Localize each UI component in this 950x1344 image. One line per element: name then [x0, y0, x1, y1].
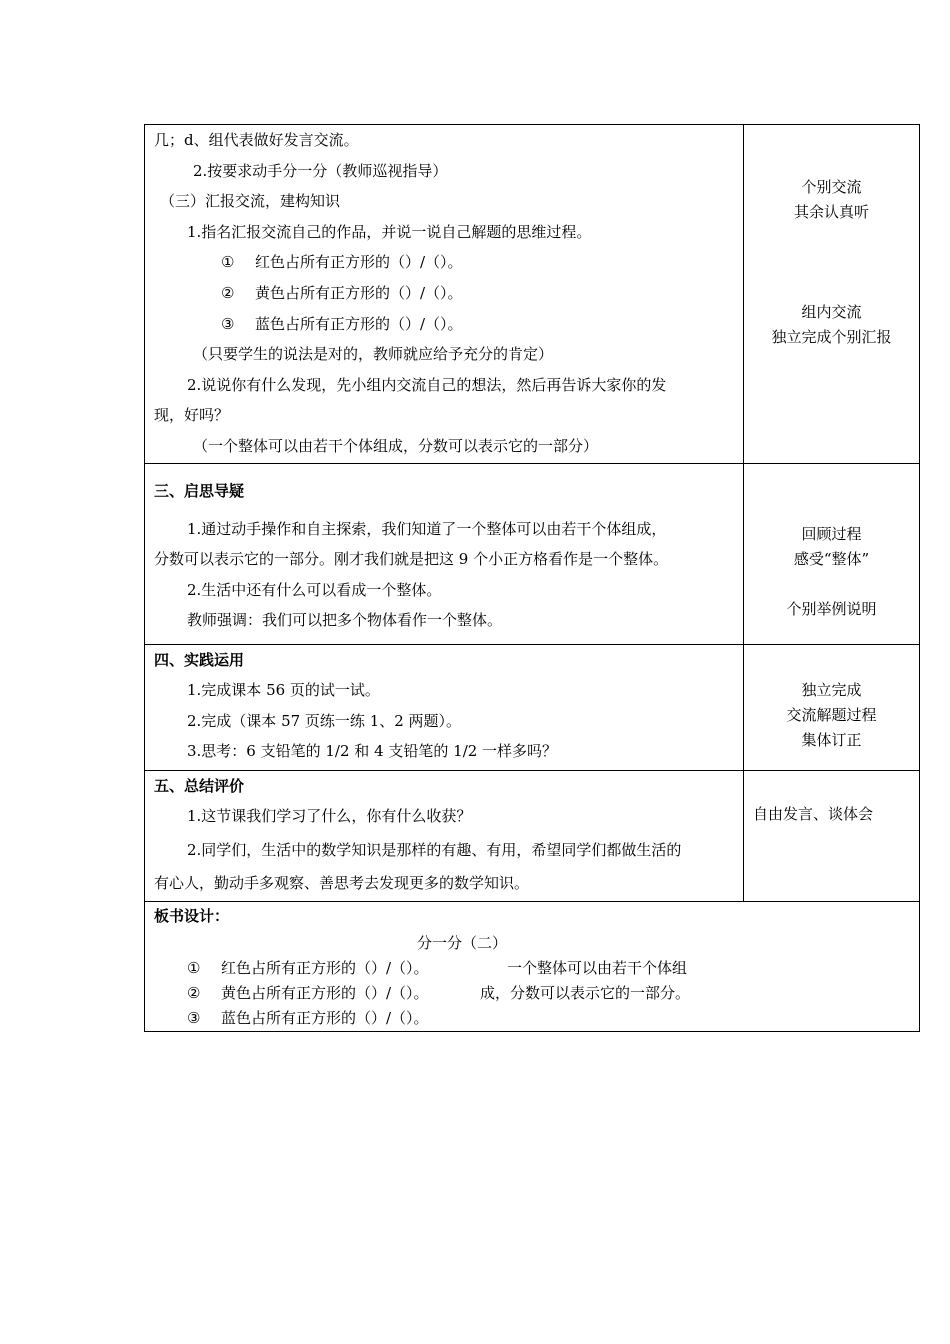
- section-heading: 四、实践运用: [154, 651, 245, 669]
- text-line: 3.思考：6 支铅笔的 1/2 和 4 支铅笔的 1/2 一样多吗？: [187, 742, 558, 761]
- item-marker: ①: [187, 959, 201, 977]
- activity-line: 自由发言、谈体会: [753, 805, 874, 823]
- board-title: 分一分（二）: [416, 934, 507, 952]
- item-marker: ①: [221, 253, 235, 272]
- text-line: 几；d、组代表做好发言交流。: [154, 131, 359, 149]
- activity-line: 独立完成个别汇报: [771, 328, 892, 346]
- lesson-plan-table: [144, 124, 920, 1032]
- text-line: 1.通过动手操作和自主探索，我们知道了一个整体可以由若干个体组成，: [187, 519, 667, 538]
- section-heading: 三、启思导疑: [154, 482, 245, 500]
- board-side-text: 一个整体可以由若干个体组: [507, 959, 688, 977]
- board-item: [145, 1006, 919, 1031]
- item-text: 红色占所有正方形的（）/（）。: [221, 959, 429, 977]
- note-line: （只要学生的说法是对的，教师就应给予充分的肯定）: [193, 345, 554, 364]
- activity-line: 感受“整体”: [793, 550, 870, 568]
- list-item: [145, 247, 743, 278]
- board-label: 板书设计：: [154, 907, 230, 925]
- item-marker: ③: [221, 314, 235, 333]
- text-line: 1.完成课本 56 页的试一试。: [187, 681, 380, 699]
- table-row: [145, 645, 920, 771]
- process-cell: [145, 125, 744, 464]
- section-heading: 五、总结评价: [154, 777, 245, 795]
- text-line: 1.指名汇报交流自己的作品，并说一说自己解题的思维过程。: [187, 222, 592, 241]
- text-line: 有心人，勤动手多观察、善思考去发现更多的数学知识。: [154, 874, 530, 893]
- table-row: [145, 464, 920, 645]
- activity-line: 个别举例说明: [786, 600, 877, 618]
- item-text: 黄色占所有正方形的（）/（）。: [255, 283, 463, 302]
- activity-cell: [744, 464, 920, 645]
- item-marker: ③: [187, 1009, 201, 1027]
- process-cell: [145, 771, 744, 902]
- board-design-cell: [145, 902, 920, 1032]
- conclusion-line: （一个整体可以由若干个体组成，分数可以表示它的一部分）: [193, 436, 599, 455]
- process-cell: [145, 645, 744, 771]
- text-line: 教师强调：我们可以把多个物体看作一个整体。: [187, 611, 503, 630]
- board-item: [145, 956, 919, 981]
- activity-line: 组内交流: [801, 303, 862, 321]
- list-item: [145, 278, 743, 309]
- table-row: [145, 771, 920, 902]
- text-line: 分数可以表示它的一部分。刚才我们就是把这 9 个小正方格看作是一个整体。: [154, 550, 669, 569]
- item-text: 黄色占所有正方形的（）/（）。: [221, 984, 429, 1002]
- item-text: 蓝色占所有正方形的（）/（）。: [221, 1009, 429, 1027]
- text-line: 2.说说你有什么发现，先小组内交流自己的想法，然后再告诉大家你的发: [187, 375, 667, 394]
- text-line: 2.完成（课本 57 页练一练 1、2 两题）。: [187, 711, 462, 730]
- activity-cell: [744, 771, 920, 902]
- activity-line: 其余认真听: [793, 203, 869, 221]
- activity-line: 回顾过程: [801, 525, 862, 543]
- activity-line: 独立完成: [801, 681, 862, 699]
- table-row: [145, 125, 920, 464]
- process-cell: [145, 464, 744, 645]
- board-side-text: 成，分数可以表示它的一部分。: [480, 984, 691, 1002]
- activity-line: 集体订正: [801, 731, 862, 749]
- activity-cell: [744, 645, 920, 771]
- item-marker: ②: [187, 984, 201, 1002]
- activity-line: 交流解题过程: [786, 706, 877, 724]
- text-line: 1.这节课我们学习了什么，你有什么收获？: [187, 807, 472, 825]
- item-text: 蓝色占所有正方形的（）/（）。: [255, 314, 463, 333]
- list-item: [145, 309, 743, 340]
- item-text: 红色占所有正方形的（）/（）。: [255, 253, 463, 272]
- text-line: 2.按要求动手分一分（教师巡视指导）: [193, 161, 448, 180]
- subheading: （三）汇报交流，建构知识: [160, 192, 341, 211]
- activity-cell: [744, 125, 920, 464]
- text-line: 现，好吗？: [154, 406, 230, 425]
- table-row: [145, 902, 920, 1032]
- text-line: 2.生活中还有什么可以看成一个整体。: [187, 580, 442, 599]
- text-line: 2.同学们，生活中的数学知识是那样的有趣、有用，希望同学们都做生活的: [187, 840, 682, 859]
- item-marker: ②: [221, 283, 235, 302]
- activity-line: 个别交流: [801, 178, 862, 196]
- board-item: [145, 981, 919, 1006]
